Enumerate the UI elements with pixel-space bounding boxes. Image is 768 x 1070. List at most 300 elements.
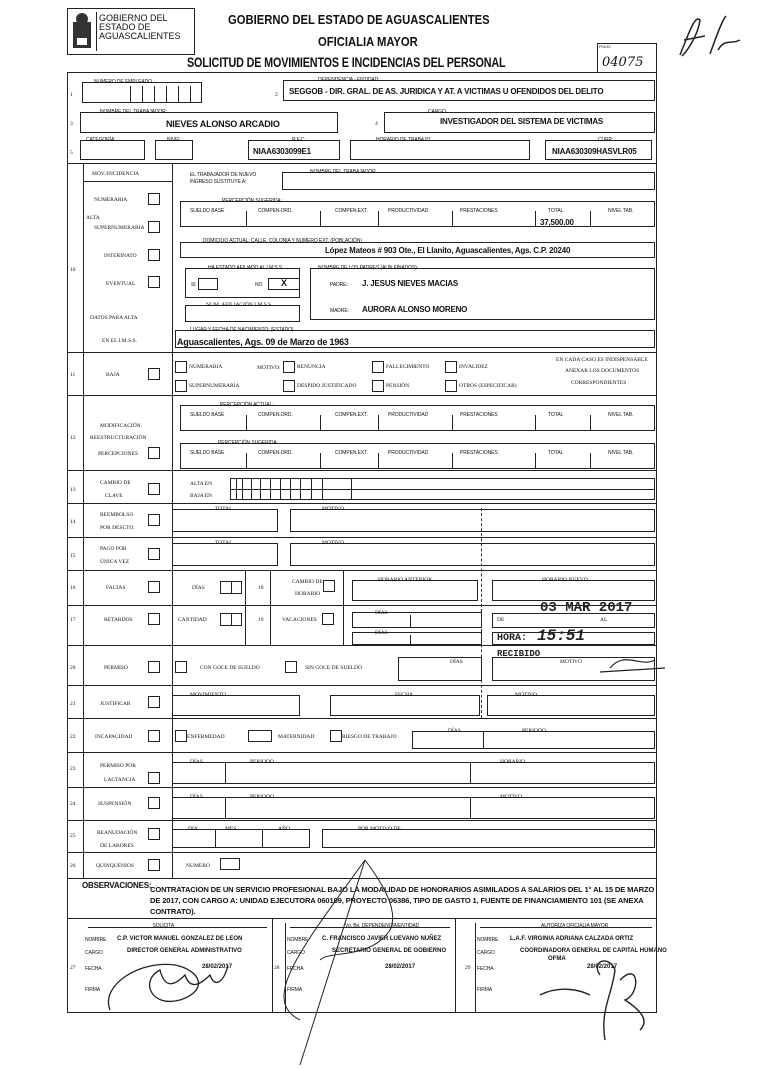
- baja-numeraria-label: NUMERARIA: [189, 364, 223, 370]
- firma-label: FIRMA: [477, 987, 493, 993]
- digit-cell: [231, 581, 232, 594]
- percepcion-col-label: COMPEN.ORD.: [258, 450, 293, 456]
- cargo-label: CARGO: [477, 950, 495, 956]
- divider: [470, 762, 471, 784]
- mes-label: MES: [225, 826, 237, 832]
- logo-divider: [96, 12, 97, 51]
- row-number: 26: [70, 863, 76, 869]
- row-number: 24: [70, 801, 76, 807]
- baja-en-label: BAJA EN: [190, 493, 213, 499]
- percepcion-col-label: PRESTACIONES: [460, 450, 498, 456]
- vacaciones-dias-field-2[interactable]: [352, 632, 482, 645]
- row-divider: [67, 752, 657, 753]
- con-goce-checkbox[interactable]: [175, 661, 187, 673]
- vacaciones-label: VACACIONES: [282, 617, 317, 623]
- state-emblem-icon: [71, 12, 93, 52]
- row-divider: [67, 878, 657, 879]
- row-number: 17: [70, 617, 76, 623]
- row-number-column-divider: [83, 163, 84, 878]
- percepcion-sugerida[interactable]: [180, 440, 655, 469]
- riesgo-label: RIESGO DE TRABAJO: [342, 734, 397, 740]
- incapacidad-dias-label: DÍAS: [448, 728, 461, 734]
- percepcion-col-divider: [590, 415, 591, 431]
- suspension-dias-label: DÍAS: [190, 794, 203, 800]
- divider: [245, 570, 246, 645]
- por-motivo-label: POR MOTIVO DE: [358, 826, 401, 832]
- logo-text-1: GOBIERNO DEL: [99, 13, 168, 23]
- percepcion-col-divider: [535, 415, 536, 431]
- logo-text-3: AGUASCALIENTES: [99, 31, 181, 41]
- baja-renuncia-checkbox[interactable]: [283, 361, 295, 373]
- row-divider: [67, 852, 657, 853]
- divider: [225, 797, 226, 819]
- row-number: 19: [258, 617, 264, 623]
- row-number: 2: [275, 92, 278, 98]
- received-stamp-date: 03 MAR 2017: [540, 600, 633, 616]
- baja-fallecimiento-label: FALLECIMIENTO: [386, 364, 430, 370]
- interinato-label: INTERINATO: [104, 253, 137, 259]
- alta-label: ALTA: [86, 215, 100, 221]
- percepcion-col-divider: [535, 211, 536, 227]
- nivel-field[interactable]: [155, 137, 193, 160]
- maternidad-checkbox[interactable]: [248, 730, 272, 742]
- row-divider: [67, 787, 657, 788]
- digit-cell: [166, 86, 167, 103]
- fecha-label: FECHA: [477, 966, 494, 972]
- signature-date: 28/02/2017: [587, 964, 618, 970]
- permiso-label: PERMISO: [104, 665, 128, 671]
- row-number: 25: [70, 833, 76, 839]
- baja-note: EN CADA CASO ES INDISPENSABLE: [556, 357, 648, 363]
- row-number: 27: [70, 965, 76, 971]
- domicilio-label: DOMICILIO ACTUAL: CALLE, COLONIA Y NUMERO EXT. (POBLACIÓN): [203, 238, 362, 244]
- divider: [343, 570, 344, 645]
- suspension-field[interactable]: [172, 794, 655, 819]
- clave-cell-divider: [322, 478, 323, 500]
- signer-cargo-2: OFMA: [548, 956, 566, 962]
- madre-value: AURORA ALONSO MORENO: [362, 305, 468, 314]
- row-number: 1: [70, 92, 73, 98]
- percepcion-col-label: COMPEN.EXT.: [335, 208, 368, 214]
- vacaciones-checkbox[interactable]: [322, 613, 334, 625]
- percepcion-col-label: TOTAL: [548, 450, 564, 456]
- incapacidad-periodo-label: PERIODO: [522, 728, 546, 734]
- divider: [285, 923, 286, 1013]
- baja-invalidez-label: INVALIDEZ: [459, 364, 488, 370]
- divider: [483, 731, 484, 749]
- row-divider: [67, 685, 657, 686]
- percepcion-col-label: PRODUCTIVIDAD: [388, 208, 429, 214]
- vacaciones-dias-label: DÍAS: [375, 630, 388, 636]
- percepcion-col-label: TOTAL: [548, 412, 564, 418]
- num-afiliacion-label: NUM. AFILIACIÓN I.M.S.S.: [206, 302, 273, 308]
- periodo-al-label: AL: [600, 617, 608, 623]
- horario-trabajo-field[interactable]: [350, 137, 530, 160]
- enfermedad-checkbox[interactable]: [175, 730, 187, 742]
- sustituye-label: EL TRABAJADOR DE NUEVO: [190, 172, 257, 178]
- row-number: 18: [258, 585, 264, 591]
- row-divider: [67, 918, 657, 919]
- percepcion-col-divider: [378, 453, 379, 469]
- clave-cell-divider: [260, 478, 261, 500]
- government-title: GOBIERNO DEL ESTADO DE AGUASCALIENTES: [228, 13, 490, 27]
- row-number: 5: [70, 150, 73, 156]
- row-number: 13: [70, 487, 76, 493]
- categoria-label: CATEGORÍA: [86, 137, 115, 143]
- clave-cell-divider: [280, 478, 281, 500]
- percepcion-col-label: NIVEL TAB.: [608, 412, 634, 418]
- clave-cell-divider: [251, 478, 252, 500]
- row-number: 16: [70, 585, 76, 591]
- percepcion-col-label: NIVEL TAB.: [608, 208, 634, 214]
- rfc-value: NIAA6303099E1: [253, 147, 311, 156]
- baja-pension-checkbox[interactable]: [372, 380, 384, 392]
- quinquenios-checkbox[interactable]: [148, 859, 160, 871]
- row-divider: [67, 503, 657, 504]
- worker-name-label: NOMBRE DEL TRABAJADOR:: [100, 109, 167, 115]
- baja-supernumeraria-label: SUPERNUMERARIA: [189, 383, 240, 389]
- vacaciones-dias-field-1[interactable]: [352, 612, 482, 628]
- percepcion-col-divider: [590, 211, 591, 227]
- suspension-periodo-label: PERIODO: [250, 794, 274, 800]
- baja-pension-label: PENSIÓN: [386, 383, 410, 389]
- baja-fallecimiento-checkbox[interactable]: [372, 361, 384, 373]
- percepcion-actual[interactable]: [180, 402, 655, 431]
- cargo-label: CARGO: [287, 950, 305, 956]
- row-number: 28: [274, 965, 280, 971]
- percepcion-col-label: NIVEL TAB.: [608, 450, 634, 456]
- baja-numeraria-checkbox[interactable]: [175, 361, 187, 373]
- cargo-label: CARGO: [428, 109, 446, 115]
- row-divider: [67, 645, 657, 646]
- cargo-value: INVESTIGADOR DEL SISTEMA DE VICTIMAS: [440, 117, 604, 126]
- anio-label: AÑO: [278, 826, 290, 832]
- percepcion-col-label: COMPEN.ORD.: [258, 412, 293, 418]
- row-number: 23: [70, 766, 76, 772]
- received-stamp-hora-label: HORA:: [497, 633, 528, 644]
- baja-otros-checkbox[interactable]: [445, 380, 457, 392]
- divider: [475, 923, 476, 1013]
- permiso-motivo-label: MOTIVO: [560, 659, 582, 665]
- reembolso-label: POR DESCTO.: [100, 525, 135, 531]
- baja-note: CORRESPONDIENTES: [571, 380, 627, 386]
- incapacidad-checkbox[interactable]: [148, 730, 160, 742]
- reanudacion-label: DE LABORES: [100, 843, 134, 849]
- percepcion-col-divider: [320, 453, 321, 469]
- digit-cell: [142, 86, 143, 103]
- baja-supernumeraria-checkbox[interactable]: [175, 380, 187, 392]
- horario-nuevo-label: HORARIO NUEVO: [542, 577, 588, 583]
- imss-no-label: NO: [255, 282, 263, 288]
- percepcion-col-divider: [590, 453, 591, 469]
- dependencia-value: SEGGOB - DIR. GRAL. DE AS. JURIDICA Y AT. A VICTIMAS U OFENDIDOS DEL DELITO: [289, 87, 604, 96]
- observaciones-label: OBSERVACIONES:: [82, 881, 152, 890]
- curp-value: NIAA630309HASVLR05: [552, 147, 637, 156]
- percepcion-col-divider: [452, 453, 453, 469]
- riesgo-checkbox[interactable]: [330, 730, 342, 742]
- clave-cell-divider: [236, 478, 237, 500]
- pago-total-label: TOTAL: [215, 540, 233, 546]
- sustituye-nombre-label: NOMBRE DEL TRABAJADOR: [310, 169, 376, 175]
- sin-goce-label: SIN GOCE DE SUELDO: [305, 665, 362, 671]
- signer-name: C. FRANCISCO JAVIER LUEVANO NUÑEZ: [322, 936, 442, 942]
- percepcion-col-divider: [246, 211, 247, 227]
- alta-en-label: ALTA EN: [190, 481, 213, 487]
- row-number: 14: [70, 519, 76, 525]
- row-number: 11: [70, 372, 76, 378]
- baja-despido-label: DESPIDO JUSTIFICADO: [297, 383, 357, 389]
- divider: [215, 829, 216, 848]
- curp-label: CURP:: [598, 137, 614, 143]
- reembolso-checkbox[interactable]: [148, 514, 160, 526]
- faltas-checkbox[interactable]: [148, 581, 160, 593]
- alta-supernumeraria-label: SUPERNUMERARIA: [94, 225, 145, 231]
- fecha-label: FECHA: [85, 966, 102, 972]
- firma-label: FIRMA: [287, 987, 303, 993]
- mov-incidencia-header: MOV./INCIDENCIA: [92, 171, 140, 177]
- baja-motivo-label: MOTIVO:: [257, 365, 281, 371]
- cambio-clave-checkbox[interactable]: [148, 483, 160, 495]
- baja-note: ANEXAR LOS DOCUMENTOS: [565, 368, 640, 374]
- divider: [410, 615, 411, 628]
- folio-value: 04075: [602, 55, 644, 70]
- alta-percepcion-sugerida[interactable]: [180, 198, 655, 227]
- firma-label: FIRMA: [85, 987, 101, 993]
- sustituye-label: INGRESO SUSTITUYE A:: [190, 179, 247, 185]
- observaciones-text: CONTRATACION DE UN SERVICIO PROFESIONAL BAJO LA MODALIDAD DE HONORARIOS ASIMILADOS A SALARIOS DEL 1° AL 15 DE MARZO DE 2017, CON CARGO A: UNIDAD EJECUTORA 060109, PROYECTO 06386, TIPO DE GASTO 1, FUENTE DE FINANCIAMIENTO 101 (SE ANEXA CONTRATO).: [150, 885, 655, 916]
- received-stamp-label: RECIBIDO: [497, 649, 541, 659]
- baja-invalidez-checkbox[interactable]: [445, 361, 457, 373]
- baja-otros-label: OTROS (ESPECIFICAR): [459, 383, 517, 389]
- baja-checkbox[interactable]: [148, 368, 160, 380]
- rfc-label: R.F.C.:: [292, 137, 307, 143]
- digit-cell: [231, 613, 232, 626]
- clave-grid-divider: [230, 489, 655, 490]
- percepcion-sugerida-label: PERCEPCIÓN SUGERIDA:: [218, 440, 278, 446]
- justificar-motivo-field[interactable]: [487, 692, 655, 716]
- reanudacion-checkbox[interactable]: [148, 828, 160, 840]
- row-number: 21: [70, 701, 76, 707]
- suspension-label: SUSPENSIÓN: [98, 801, 132, 807]
- signer-cargo: SECRETARIO GENERAL DE GOBIERNO: [332, 948, 447, 954]
- dia-label: DIA: [188, 826, 198, 832]
- alta-numeraria-checkbox[interactable]: [148, 193, 160, 205]
- percepcion-col-label: COMPEN.EXT.: [335, 412, 368, 418]
- vacaciones-dias-label: DÍAS: [375, 610, 388, 616]
- suspension-checkbox[interactable]: [148, 797, 160, 809]
- percepcion-col-divider: [452, 211, 453, 227]
- form-title: SOLICITUD DE MOVIMIENTOS E INCIDENCIAS DEL PERSONAL: [187, 55, 506, 70]
- folio-label: FOLIO: [599, 44, 611, 49]
- incapacidad-label: INCAPACIDAD: [95, 734, 133, 740]
- divider: [410, 635, 411, 645]
- permiso-dias-label: DÍAS: [450, 659, 463, 665]
- clave-cell-divider: [242, 478, 243, 500]
- permiso-checkbox[interactable]: [148, 661, 160, 673]
- pago-checkbox[interactable]: [148, 548, 160, 560]
- percepcion-col-divider: [452, 415, 453, 431]
- office-title: OFICIALIA MAYOR: [318, 35, 418, 49]
- baja-renuncia-label: RENUNCIA: [297, 364, 326, 370]
- padre-label: PADRE:: [330, 282, 348, 288]
- madre-label: MADRE:: [330, 308, 349, 314]
- nombre-label: NOMBRE: [477, 937, 499, 943]
- nombre-label: NOMBRE: [287, 937, 309, 943]
- digit-cell: [178, 86, 179, 103]
- signer-cargo: DIRECTOR GENERAL ADMINISTRATIVO: [127, 948, 242, 954]
- interinato-checkbox[interactable]: [148, 249, 160, 261]
- lactancia-dias-label: DÍAS: [190, 759, 203, 765]
- suspension-motivo-label: MOTIVO: [500, 794, 522, 800]
- employee-number-label: NUMERO DE EMPLEADO: [94, 79, 152, 85]
- divider: [270, 570, 271, 645]
- signature-panel-title: SOLICITA: [152, 923, 175, 929]
- sin-goce-checkbox[interactable]: [285, 661, 297, 673]
- quinquenios-numero-field[interactable]: [220, 858, 240, 870]
- row-divider: [67, 820, 657, 821]
- permiso-dias-field[interactable]: [398, 657, 482, 681]
- maternidad-label: MATERNIDAD: [278, 734, 315, 740]
- digit-cell: [154, 86, 155, 103]
- row-divider: [67, 352, 657, 353]
- percepcion-col-divider: [378, 211, 379, 227]
- categoria-field[interactable]: [80, 137, 145, 160]
- percepcion-col-label: COMPEN.EXT.: [335, 450, 368, 456]
- lactancia-label: PERMISO POR: [100, 763, 136, 769]
- divider: [455, 918, 456, 1013]
- percepcion-col-label: PRODUCTIVIDAD: [388, 412, 429, 418]
- percepcion-col-divider: [320, 211, 321, 227]
- row-number: 15: [70, 553, 76, 559]
- justificar-motivo-label: MOTIVO: [515, 692, 537, 698]
- percepcion-col-label: SUELDO BASE: [190, 208, 225, 214]
- percepcion-col-divider: [535, 453, 536, 469]
- justificar-fecha-label: FECHA: [395, 692, 414, 698]
- divider: [262, 829, 263, 848]
- reembolso-total-label: TOTAL: [215, 506, 233, 512]
- quinquenios-label: QUINQUENIOS: [96, 863, 134, 869]
- baja-despido-checkbox[interactable]: [283, 380, 295, 392]
- alta-total-value: 37,500.00: [540, 218, 574, 227]
- signature-date: 28/02/2017: [202, 964, 233, 970]
- percepcion-col-label: PRESTACIONES: [460, 208, 498, 214]
- alta-supernumeraria-checkbox[interactable]: [148, 221, 160, 233]
- padre-value: J. JESUS NIEVES MACIAS: [362, 279, 459, 288]
- row-number: 3: [70, 121, 73, 127]
- domicilio-value: López Mateos # 903 Ote., El Llanito, Aguascalientes, Ags. C.P. 20240: [325, 246, 571, 255]
- signer-name: C.P. VICTOR MANUEL GONZALEZ DE LEON: [117, 936, 243, 942]
- imss-si-checkbox[interactable]: [198, 278, 218, 290]
- cambio-clave-label: CLAVE: [105, 493, 123, 499]
- lactancia-label: LACTANCIA: [104, 777, 136, 783]
- alta-numeraria-label: NUMERARIA: [94, 197, 128, 203]
- row-divider: [67, 395, 657, 396]
- row-number: 12: [70, 435, 76, 441]
- percepciones-label: PERCEPCIONES: [98, 451, 139, 457]
- reembolso-label: REEMBOLSO: [100, 512, 134, 518]
- percepcion-col-label: SUELDO BASE: [190, 412, 225, 418]
- retardos-cantidad-label: CANTIDAD: [178, 617, 207, 623]
- datos-alta-imss-label: EN EL I.M.S.S.: [102, 338, 137, 344]
- divider: [470, 797, 471, 819]
- row-number: 22: [70, 734, 76, 740]
- row-number: 4: [375, 121, 378, 127]
- nivel-label: NIVEL:: [167, 137, 183, 143]
- row-number: 29: [465, 965, 471, 971]
- percepcion-col-label: SUELDO BASE: [190, 450, 225, 456]
- baja-label: BAJA: [106, 372, 120, 378]
- eventual-label: EVENTUAL: [106, 281, 136, 287]
- periodo-de-label: DE: [497, 617, 505, 623]
- row-divider: [67, 470, 657, 471]
- imss-no-mark: X: [281, 278, 287, 288]
- retardos-label: RETARDOS: [104, 617, 133, 623]
- lactancia-field[interactable]: [172, 759, 655, 784]
- stamp-dashed-line: [481, 508, 482, 718]
- retardos-checkbox[interactable]: [148, 613, 160, 625]
- fecha-label: FECHA: [287, 966, 304, 972]
- row-divider: [67, 570, 657, 571]
- digit-cell: [130, 86, 131, 103]
- horario-trabajo-label: HORARIO DE TRABAJO: [376, 137, 431, 143]
- percepcion-col-label: COMPEN.ORD.: [258, 208, 293, 214]
- clave-cell-divider: [311, 478, 312, 500]
- percepcion-actual-label: PERCEPCIÓN ACTUAL:: [220, 402, 274, 408]
- justificar-label: JUSTIFICAR: [100, 701, 131, 707]
- alta-percepcion-sugerida-label: PERCEPCIÓN SUGERIDA:: [222, 198, 282, 204]
- received-stamp-hora-value: 15:51: [537, 627, 586, 645]
- signer-name: L.A.F. VIRGINIA ADRIANA CALZADA ORTIZ: [510, 936, 634, 942]
- signature-panel-title: AUTORIZA OFICIALIA MAYOR: [541, 923, 609, 929]
- lactancia-periodo-label: PERIODO: [250, 759, 274, 765]
- cambio-horario-checkbox[interactable]: [323, 580, 335, 592]
- reestructuracion-label: REESTRUCTURACIÓN: [90, 435, 147, 441]
- justificar-checkbox[interactable]: [148, 696, 160, 708]
- datos-alta-label: DATOS PARA ALTA: [90, 315, 138, 321]
- clave-cell-divider: [300, 478, 301, 500]
- clave-cell-divider: [351, 478, 352, 500]
- percepciones-checkbox[interactable]: [148, 447, 160, 459]
- row-divider: [67, 718, 657, 719]
- logo-text-2: ESTADO DE: [99, 22, 151, 32]
- clave-cell-divider: [290, 478, 291, 500]
- worker-name-value: NIEVES ALONSO ARCADIO: [166, 119, 280, 129]
- eventual-checkbox[interactable]: [148, 276, 160, 288]
- pago-motivo-field[interactable]: [290, 540, 655, 566]
- digit-cell: [190, 86, 191, 103]
- con-goce-label: CON GOCE DE SUELDO: [200, 665, 260, 671]
- row-number: 10: [70, 267, 76, 273]
- faltas-dias-label: DÍAS: [192, 585, 205, 591]
- reembolso-motivo-label: MOTIVO: [322, 506, 344, 512]
- horario-anterior-label: HORARIO ANTERIOR: [378, 577, 432, 583]
- percepcion-col-divider: [246, 415, 247, 431]
- cambio-clave-label: CAMBIO DE: [100, 480, 131, 486]
- nombre-label: NOMBRE: [85, 937, 107, 943]
- dependencia-label: DEPENDENCIA - ENTIDAD:: [318, 77, 380, 83]
- percepcion-col-label: PRESTACIONES: [460, 412, 498, 418]
- lactancia-checkbox[interactable]: [148, 772, 160, 784]
- pago-motivo-label: MOTIVO: [322, 540, 344, 546]
- quinquenios-numero-label: NUMERO: [186, 863, 210, 869]
- percepcion-col-divider: [246, 453, 247, 469]
- movimiento-label: MOVIMIENTO: [190, 692, 226, 698]
- cambio-horario-label: HORARIO: [295, 591, 321, 597]
- header-underline: [83, 181, 172, 182]
- reembolso-motivo-field[interactable]: [290, 506, 655, 532]
- enfermedad-label: ENFERMEDAD: [187, 734, 225, 740]
- pago-label: ÚNICA VEZ: [100, 559, 130, 565]
